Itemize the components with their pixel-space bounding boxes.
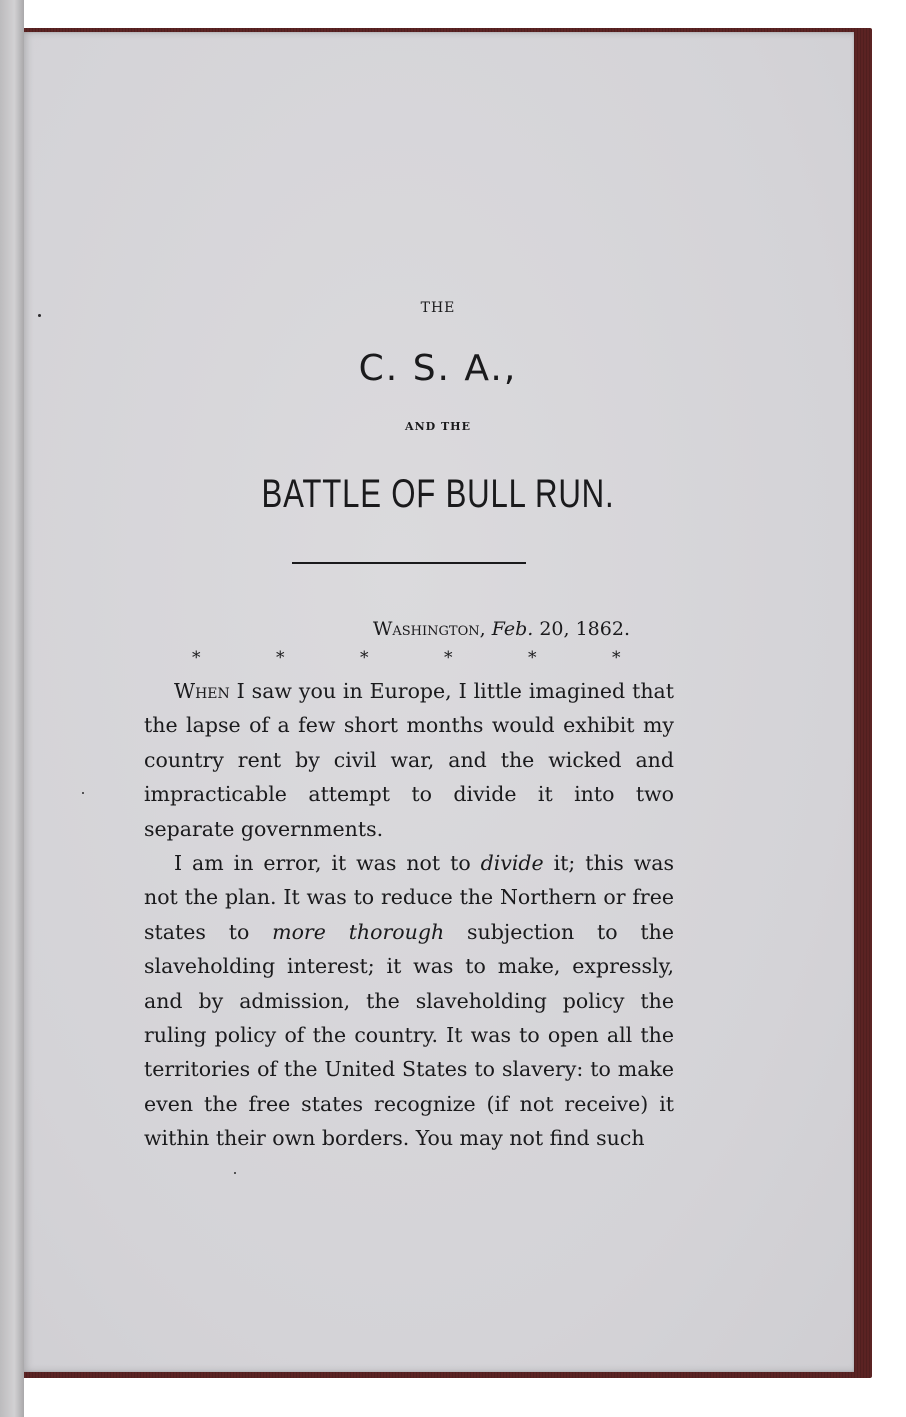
asterisk: * — [192, 648, 201, 668]
dateline-month: Feb. — [491, 618, 534, 640]
paper-speck — [38, 314, 41, 317]
paragraph-2-text-b: it; this was not the plan. It was to reduce the Northern or free states to — [144, 851, 675, 944]
asterisk: * — [360, 648, 369, 668]
title-battle-of-bull-run: BATTLE OF BULL RUN. — [261, 472, 615, 516]
paragraph-2-text-c: subjection to the slaveholding interest; it was to make, expressly, and by admission, the slaveholding policy the ruling policy of the country. It was to open all the territories of the United States to slavery: to make even the free states recognize (if not receive) it within their own borders. You may not find such — [144, 919, 674, 1151]
paper-speck — [82, 792, 84, 794]
paragraph-2 — [144, 846, 674, 1156]
book-page — [22, 32, 854, 1372]
paragraph-1-lead: When — [174, 679, 230, 703]
emphasis-more-thorough: more thorough — [272, 919, 445, 944]
dateline-date: 20, 1862. — [533, 618, 630, 640]
emphasis-divide: divide — [480, 851, 544, 876]
facing-page-edge — [0, 0, 24, 1417]
title-and-the: AND THE — [405, 420, 471, 433]
asterisk: * — [528, 648, 537, 668]
dateline — [373, 618, 630, 640]
asterisk: * — [612, 648, 621, 668]
dateline-place: Washington, — [372, 618, 486, 640]
asterisk: * — [444, 648, 453, 668]
body-text — [144, 674, 674, 1156]
paragraph-2-text-a: I am in error, it was not to — [174, 851, 481, 876]
paper-speck — [234, 1172, 236, 1174]
paragraph-1 — [144, 674, 674, 846]
title-csa: C. S. A., — [358, 348, 518, 389]
title-the: THE — [420, 300, 456, 316]
title-rule-divider — [292, 562, 526, 564]
paragraph-1-text: I saw you in Europe, I little imagined that the lapse of a few short months would exhibit my country rent by civil war, and the wicked and impracticable attempt to divide it into two separate governments. — [144, 679, 674, 841]
asterisk: * — [276, 648, 285, 668]
